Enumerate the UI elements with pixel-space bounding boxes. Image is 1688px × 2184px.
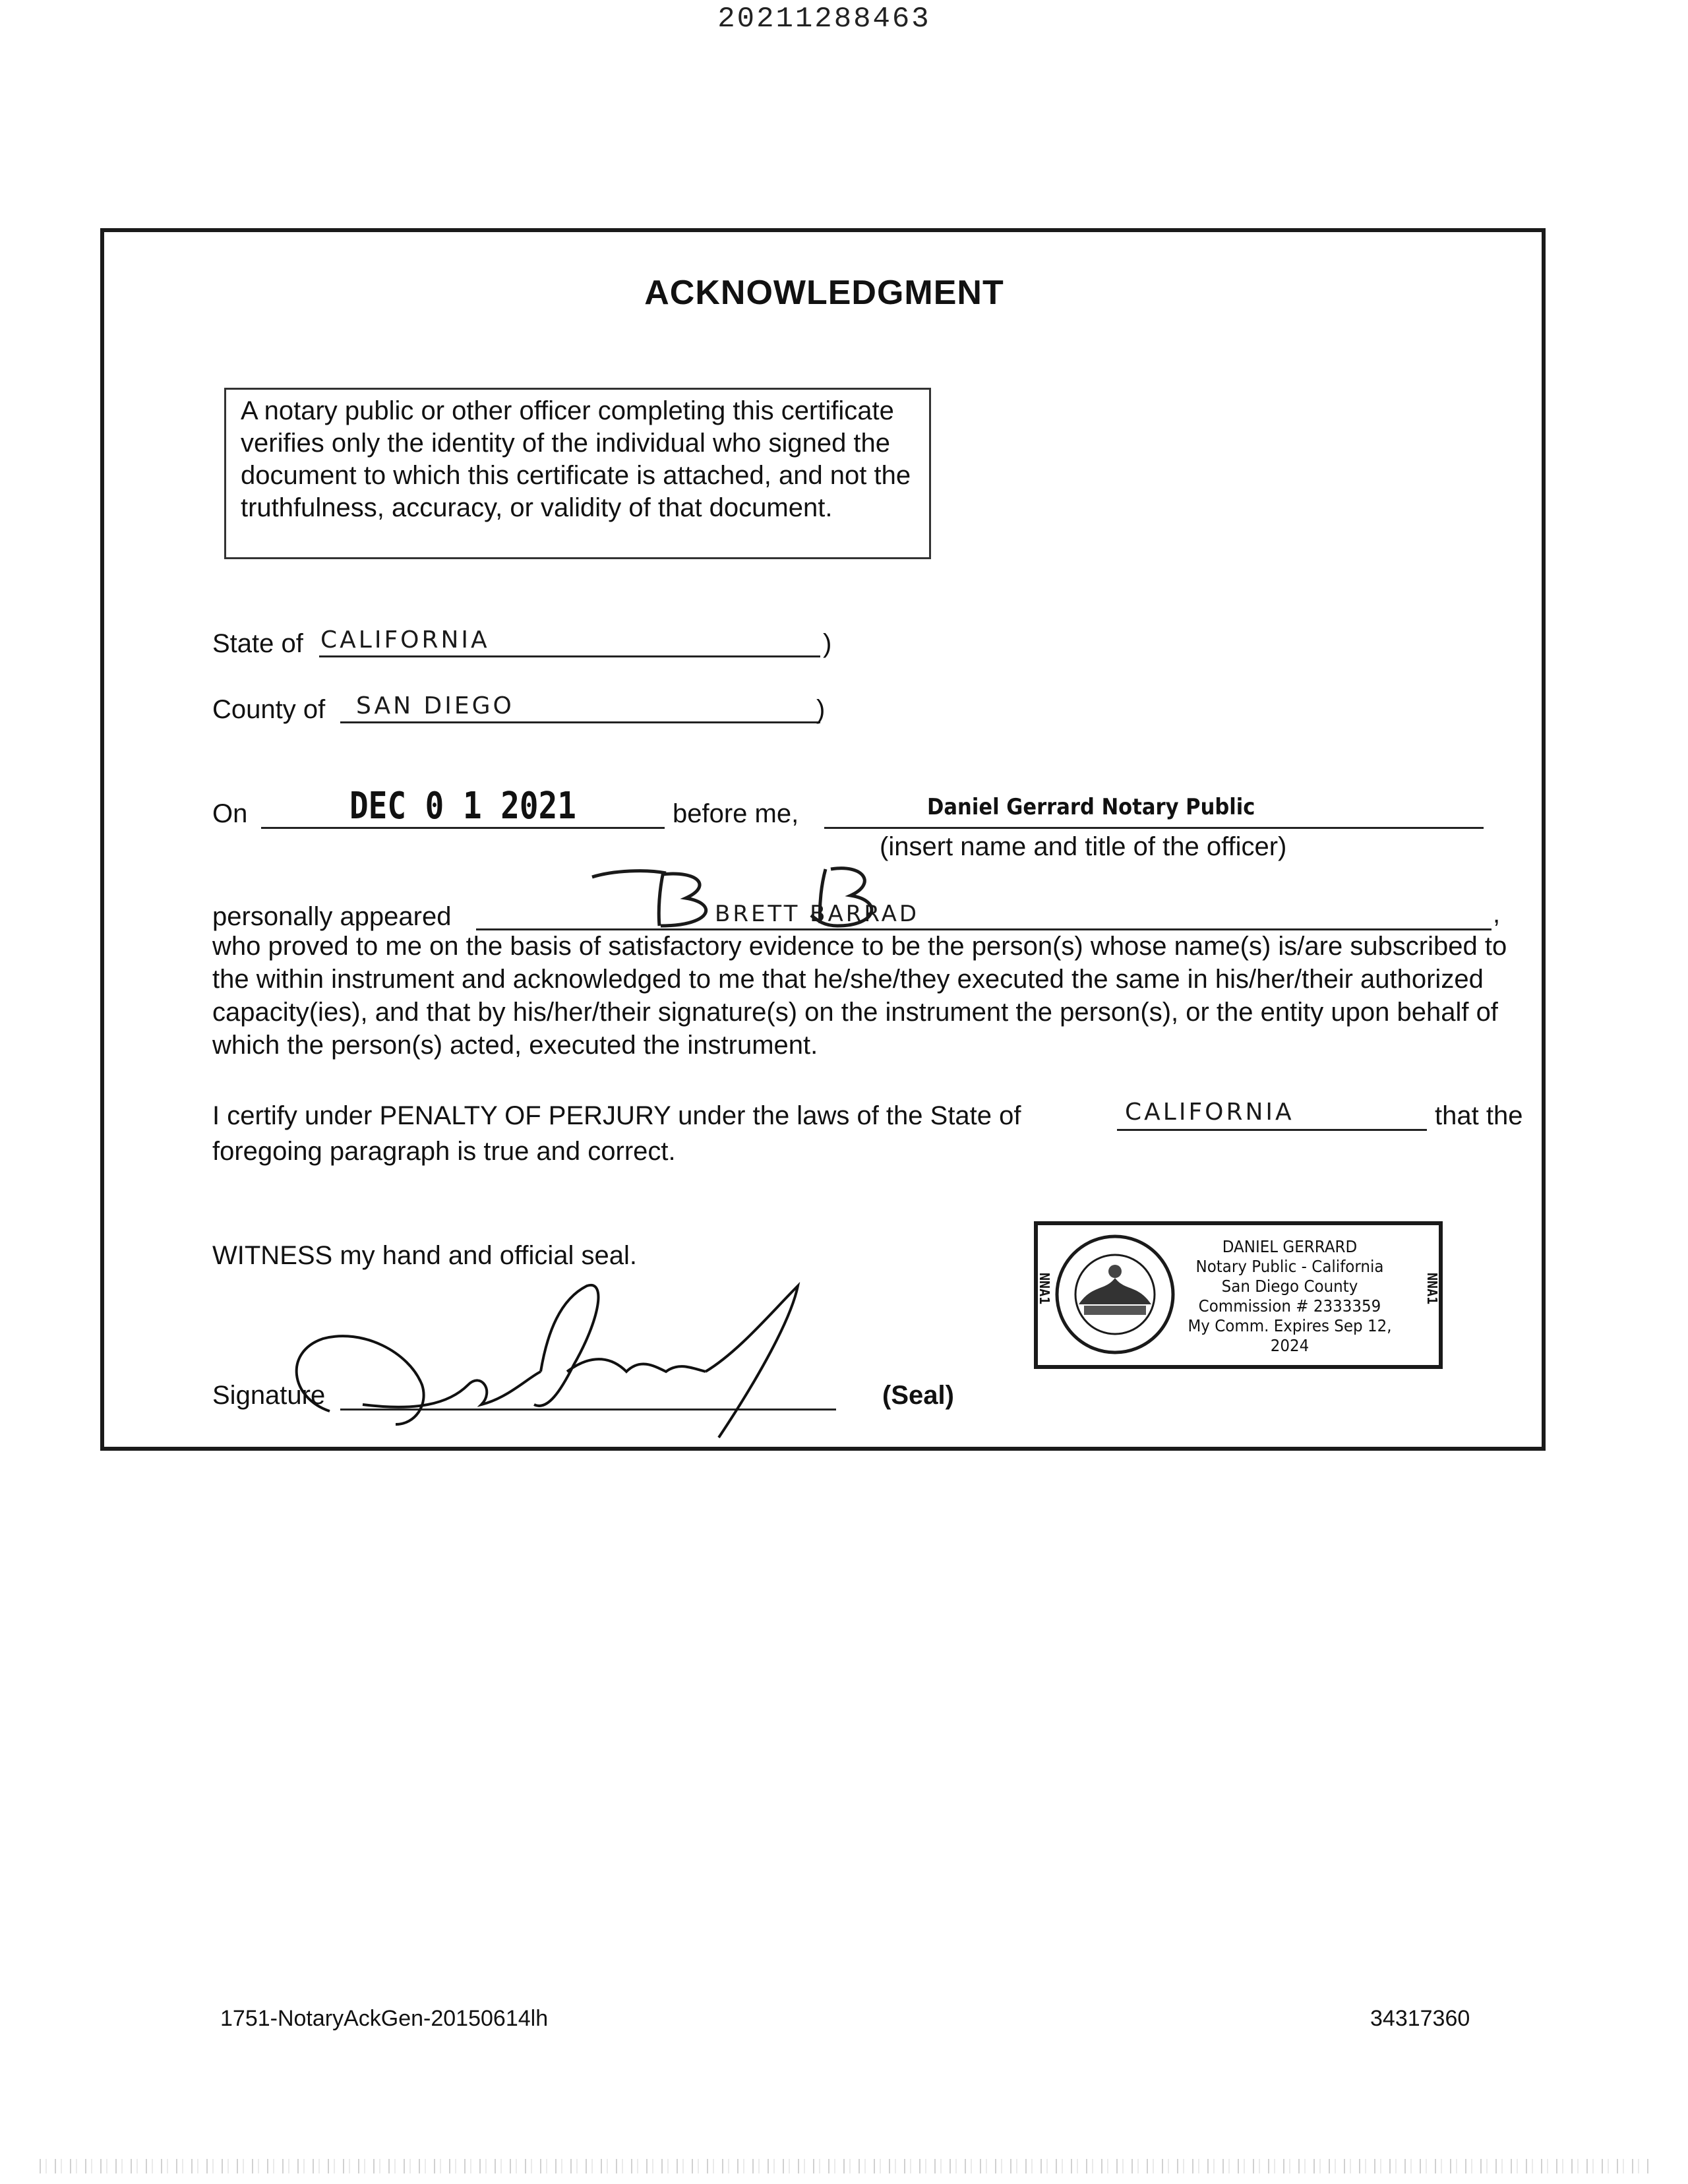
- before-me-label: before me,: [673, 799, 799, 828]
- witness-statement: WITNESS my hand and official seal.: [212, 1241, 637, 1270]
- appeared-name: BRETT BARRAD: [715, 901, 920, 927]
- certify-suffix: that the: [1435, 1101, 1523, 1130]
- appeared-label: personally appeared: [212, 902, 452, 931]
- officer-hint: (insert name and title of the officer): [880, 832, 1287, 861]
- certify-state-line: [1117, 1129, 1427, 1131]
- seal-commission: Commission # 2333359: [1198, 1296, 1381, 1316]
- county-line: [340, 721, 820, 723]
- county-paren: ): [816, 695, 826, 724]
- seal-expires: My Comm. Expires Sep 12, 2024: [1188, 1316, 1392, 1355]
- page-title: ACKNOWLEDGMENT: [644, 274, 1004, 312]
- appeared-comma: ,: [1493, 899, 1501, 928]
- state-value: CALIFORNIA: [320, 626, 490, 653]
- notice-box: A notary public or other officer completing this certificate verifies only the identity of the individual who signed the document to which this certificate is attached, and not the truthfulness, accuracy, or validity of that document.: [224, 388, 931, 559]
- seal-notary-title: Notary Public - California: [1195, 1257, 1384, 1276]
- state-seal-emblem: [1052, 1232, 1178, 1357]
- seal-county: San Diego County: [1221, 1277, 1358, 1296]
- certify-state-value: CALIFORNIA: [1125, 1099, 1294, 1126]
- state-paren: ): [823, 629, 832, 658]
- document-number: 20211288463: [717, 3, 931, 36]
- certify-prefix: I certify under PENALTY OF PERJURY under the laws of the State of: [212, 1101, 1021, 1130]
- proof-paragraph: who proved to me on the basis of satisfactory evidence to be the person(s) whose name(s) is/are subscribed to the within instrument and acknowledged to me that he/she/they executed the same in his/her/their authorized capacity(ies), and that by his/her/their signature(s) on the instrument the person(s), or the entity upon behalf of which the person(s) acted, executed the instrument.: [212, 932, 1507, 1060]
- state-label: State of: [212, 629, 303, 658]
- notary-seal-text: [1168, 1237, 1411, 1356]
- signature-label: Signature: [212, 1381, 326, 1410]
- on-label: On: [212, 799, 248, 828]
- certify-line2: foregoing paragraph is true and correct.: [212, 1137, 676, 1166]
- date-stamp: DEC 0 1 2021: [349, 785, 576, 828]
- scan-noise: [40, 2159, 1648, 2173]
- form-id: 1751-NotaryAckGen-20150614lh: [220, 2006, 549, 2031]
- seal-side-code-right: NNA1: [1424, 1273, 1440, 1305]
- signature-handwriting: [284, 1273, 824, 1444]
- seal-side-code-left: NNA1: [1037, 1273, 1052, 1305]
- county-value: SAN DIEGO: [356, 692, 514, 719]
- reference-number: 34317360: [1370, 2006, 1470, 2031]
- seal-notary-name: DANIEL GERRARD: [1222, 1237, 1358, 1256]
- officer-line: [824, 827, 1484, 829]
- county-label: County of: [212, 695, 326, 724]
- officer-name: Daniel Gerrard Notary Public: [927, 794, 1255, 820]
- seal-label: (Seal): [882, 1381, 954, 1410]
- state-line: [319, 655, 820, 657]
